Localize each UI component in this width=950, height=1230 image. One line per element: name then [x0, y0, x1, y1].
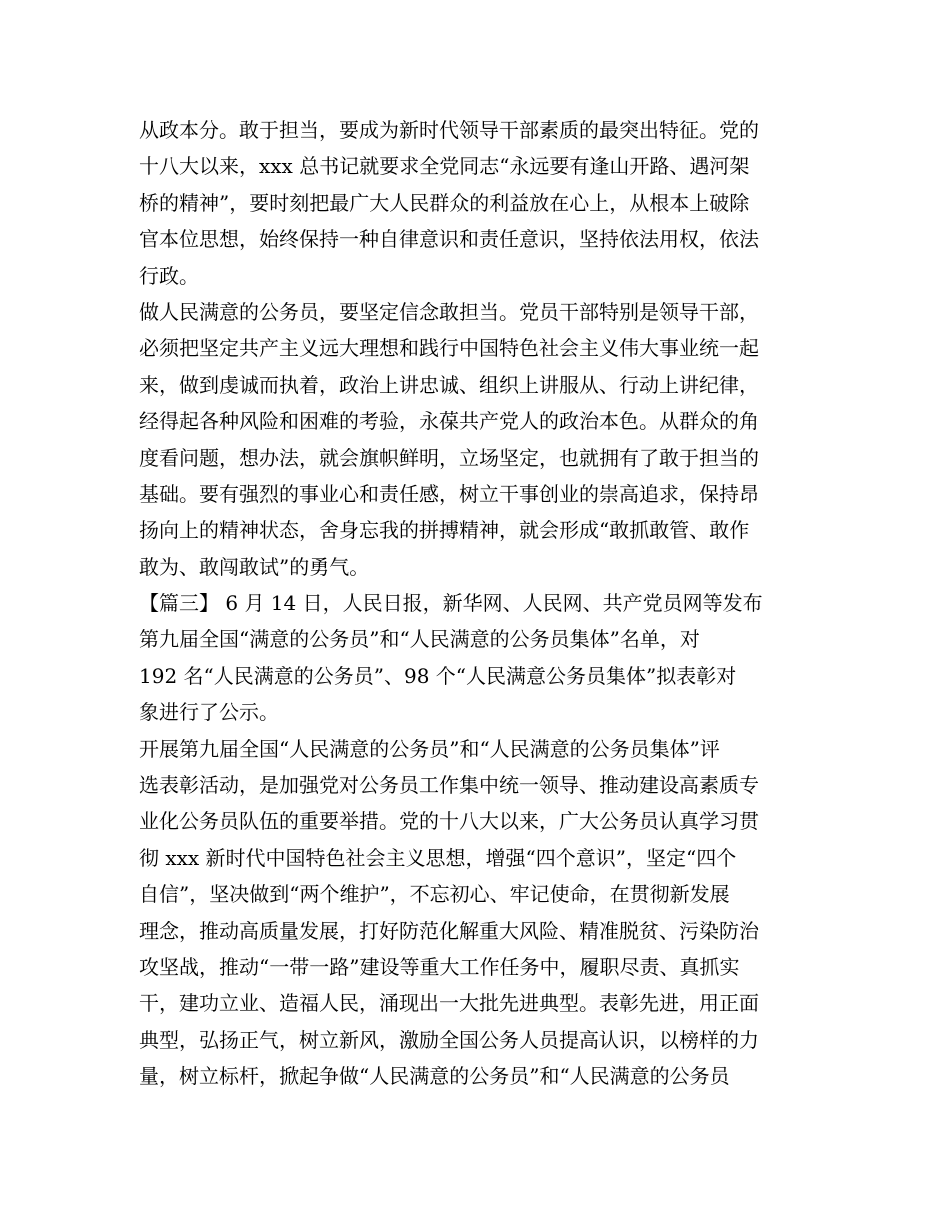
text-line: 干，建功立业、造福人民，涌现出一大批先进典型。表彰先进，用正面: [139, 991, 759, 1016]
document-body: [139, 112, 819, 1095]
text-line: 192 名“人民满意的公务员”、98 个“人民满意公务员集体”拟表彰对: [139, 663, 737, 688]
text-line: 量，树立标杆，掀起争做“人民满意的公务员”和“人民满意的公务员: [139, 1064, 730, 1089]
text-line: 典型，弘扬正气，树立新风，激励全国公务人员提高认识，以榜样的力: [139, 1027, 759, 1052]
text-line: 业化公务员队伍的重要举措。党的十八大以来，广大公务员认真学习贯: [139, 809, 759, 834]
text-line: 必须把坚定共产主义远大理想和践行中国特色社会主义伟大事业统一起: [139, 336, 759, 361]
text-line: 官本位思想，始终保持一种自律意识和责任意识，坚持依法用权，依法: [139, 227, 759, 252]
text-line: 敢为、敢闯敢试”的勇气。: [139, 554, 370, 579]
text-line: 象进行了公示。: [139, 700, 279, 725]
text-line: 做人民满意的公务员，要坚定信念敢担当。党员干部特别是领导干部，: [139, 299, 759, 324]
text-line: 度看问题，想办法，就会旗帜鲜明，立场坚定，也就拥有了敢于担当的: [139, 445, 759, 470]
text-line: 开展第九届全国“人民满意的公务员”和“人民满意的公务员集体”评: [139, 736, 720, 761]
text-line: 来，做到虔诚而执着，政治上讲忠诚、组织上讲服从、行动上讲纪律，: [139, 372, 759, 397]
text-line: 扬向上的精神状态，舍身忘我的拼搏精神，就会形成“敢抓敢管、敢作: [139, 518, 750, 543]
text-line: 桥的精神”，要时刻把最广大人民群众的利益放在心上，从根本上破除: [139, 190, 750, 215]
text-line: 第九届全国“满意的公务员”和“人民满意的公务员集体”名单，对: [139, 627, 700, 652]
text-line: 经得起各种风险和困难的考验，永葆共产党人的政治本色。从群众的角: [139, 409, 759, 434]
text-line: 彻 xxx 新时代中国特色社会主义思想，增强“四个意识”，坚定“四个: [139, 845, 737, 870]
text-line: 行政。: [139, 263, 199, 288]
text-line: 理念，推动高质量发展，打好防范化解重大风险、精准脱贫、污染防治: [139, 918, 759, 943]
text-line: 选表彰活动，是加强党对公务员工作集中统一领导、推动建设高素质专: [139, 773, 759, 798]
text-line: 攻坚战，推动“一带一路”建设等重大工作任务中，履职尽责、真抓实: [139, 954, 740, 979]
text-line: 十八大以来，xxx 总书记就要求全党同志“永远要有逢山开路、遇河架: [139, 154, 750, 179]
text-line: 基础。要有强烈的事业心和责任感，树立干事创业的崇高追求，保持昂: [139, 481, 759, 506]
text-line: 从政本分。敢于担当，要成为新时代领导干部素质的最突出特征。党的: [139, 118, 759, 142]
text-line: 自信”，坚决做到“两个维护”，不忘初心、牢记使命，在贯彻新发展: [139, 882, 730, 907]
text-line: 【篇三】 6 月 14 日，人民日报，新华网、人民网、共产党员网等发布: [139, 591, 763, 616]
